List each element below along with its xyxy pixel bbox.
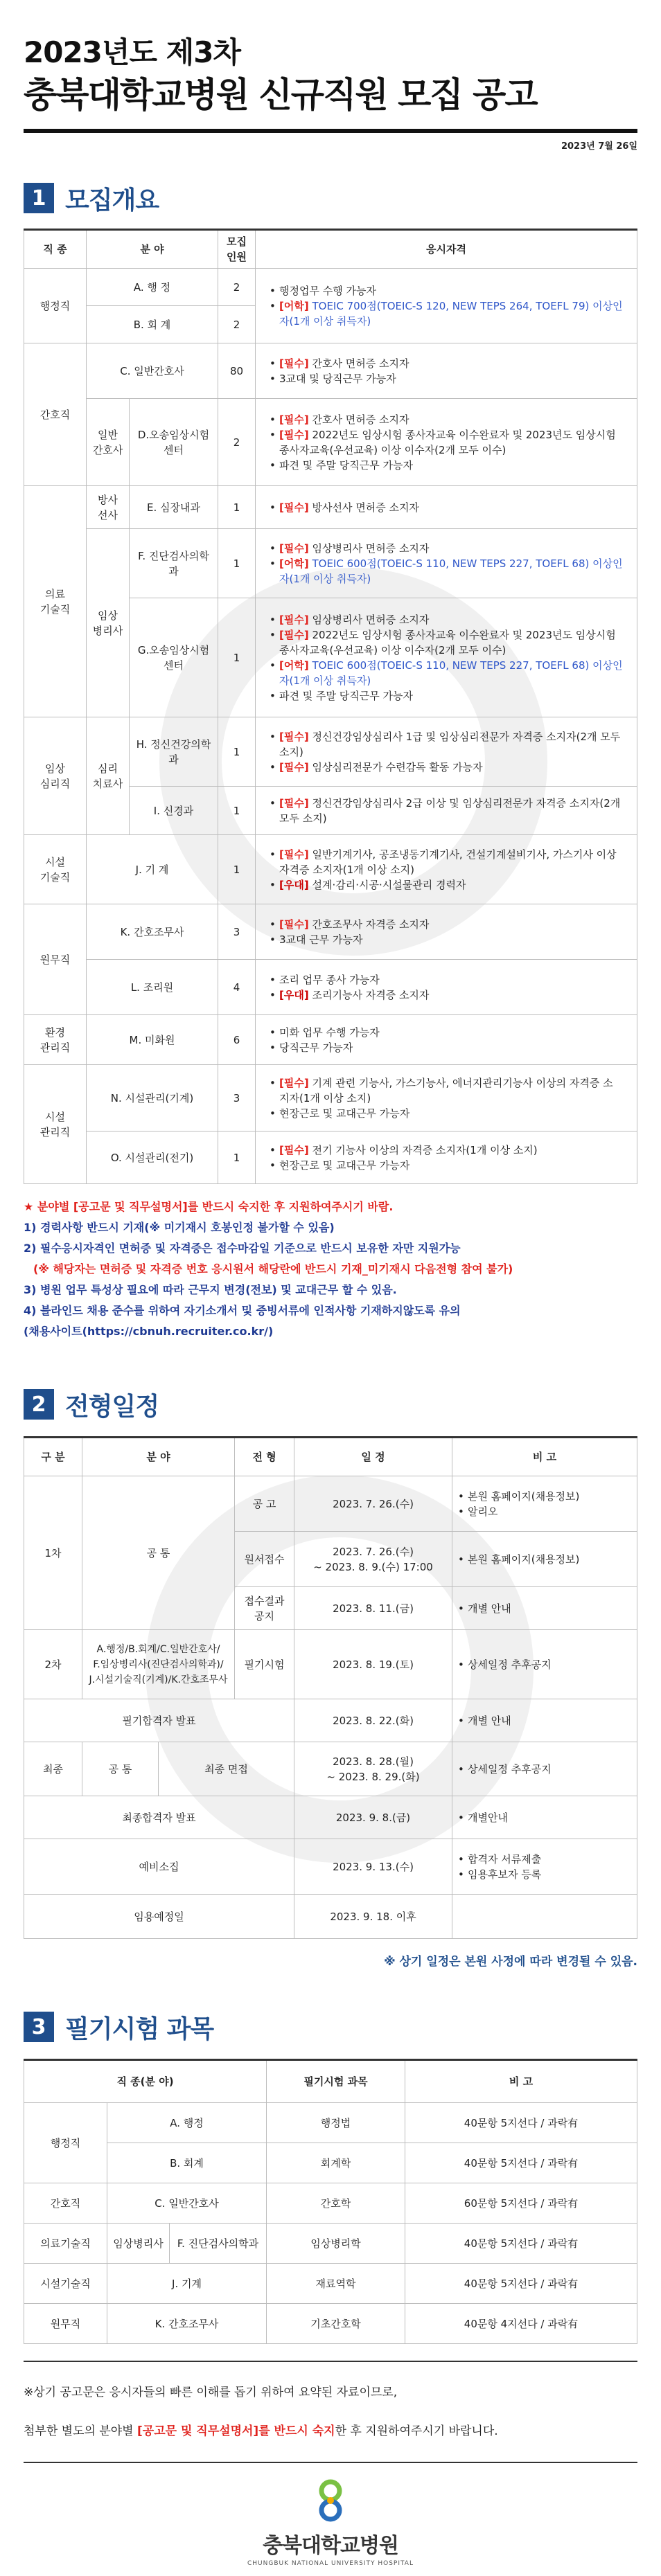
subject-cell: 재료역학 bbox=[267, 2264, 405, 2304]
field-cell: A. 행 정 bbox=[87, 269, 218, 306]
note-line: 2) 필수응시자격인 면허증 및 자격증은 접수마감일 기준으로 반드시 보유한 자만 지원가능 bbox=[24, 1242, 461, 1255]
subject-cell: 행정법 bbox=[267, 2103, 405, 2143]
hospital-logo bbox=[24, 2477, 637, 2567]
field-cell: A. 행정 bbox=[107, 2103, 267, 2143]
sub-group: 심리 치료사 bbox=[87, 717, 130, 835]
field-cell: I. 신경과 bbox=[130, 787, 218, 835]
job-group: 행정직 bbox=[24, 269, 87, 343]
stage-cell: 필기시험 bbox=[235, 1630, 294, 1699]
th-stage: 전 형 bbox=[235, 1438, 294, 1476]
count-cell: 80 bbox=[218, 343, 256, 399]
th-note: 비 고 bbox=[405, 2060, 637, 2103]
hospital-name: 충북대학교병원 bbox=[263, 2534, 398, 2558]
qualification-cell bbox=[256, 486, 637, 529]
note-cell: • 개별안내 bbox=[452, 1796, 637, 1839]
count-cell: 1 bbox=[218, 835, 256, 904]
count-cell: 1 bbox=[218, 787, 256, 835]
hospital-name-english: CHUNGBUK NATIONAL UNIVERSITY HOSPITAL bbox=[247, 2560, 414, 2567]
date-cell: 2023. 8. 28.(월) ~ 2023. 8. 29.(화) bbox=[294, 1742, 452, 1796]
qualification-cell bbox=[256, 399, 637, 486]
stage-cell: 최종 면접 bbox=[159, 1742, 294, 1796]
field-cell: N. 시설관리(기계) bbox=[87, 1065, 218, 1132]
notice-header bbox=[24, 0, 637, 179]
th-date: 일 정 bbox=[294, 1438, 452, 1476]
note-line: 1) 경력사항 반드시 기재(※ 미기재시 호봉인정 불가할 수 있음) bbox=[24, 1221, 335, 1234]
th-note: 비 고 bbox=[452, 1438, 637, 1476]
qual-item: • [필수] 정신건강임상심리사 2급 이상 및 임상심리전문가 자격증 소지자(2개 모두 소지) bbox=[270, 796, 623, 826]
qualification-cell bbox=[256, 960, 637, 1015]
job-group: 원무직 bbox=[24, 904, 87, 1015]
th-field: 분 야 bbox=[82, 1438, 235, 1476]
notice-date: 2023년 7월 26일 bbox=[561, 141, 637, 152]
field-cell: 공 통 bbox=[82, 1742, 159, 1796]
job-group: 시설 관리직 bbox=[24, 1065, 87, 1184]
stage-cell: 접수결과 공지 bbox=[235, 1587, 294, 1630]
date-cell: 2023. 8. 19.(토) bbox=[294, 1630, 452, 1699]
count-cell: 2 bbox=[218, 399, 256, 486]
subject-cell: 회계학 bbox=[267, 2143, 405, 2183]
field-cell: C. 일반간호사 bbox=[107, 2183, 267, 2224]
qual-item: • 3교대 근무 가능자 bbox=[270, 932, 623, 947]
field-cell: J. 기계 bbox=[107, 2264, 267, 2304]
footer-line2: 첨부한 별도의 분야별 [공고문 및 직무설명서]를 반드시 숙지한 후 지원하여주시기 바랍니다. bbox=[24, 2424, 498, 2438]
note-cell: 60문항 5지선다 / 과락有 bbox=[405, 2183, 637, 2224]
field-cell: D.오송임상시험센터 bbox=[130, 399, 218, 486]
qualification-cell bbox=[256, 904, 637, 960]
qual-item: • [필수] 전기 기능사 이상의 자격증 소지자(1개 이상 소지) bbox=[270, 1143, 623, 1158]
note-cell: • 개별 안내 bbox=[452, 1699, 637, 1742]
field-cell: L. 조리원 bbox=[87, 960, 218, 1015]
field-cell: K. 간호조무사 bbox=[87, 904, 218, 960]
note-cell: 40문항 5지선다 / 과락有 bbox=[405, 2264, 637, 2304]
qual-item: • 현장근로 및 교대근무 가능자 bbox=[270, 1158, 623, 1173]
stage-cell: 최종합격자 발표 bbox=[24, 1796, 294, 1839]
count-cell: 6 bbox=[218, 1015, 256, 1065]
job-group: 의료기술직 bbox=[24, 2224, 107, 2264]
th-round: 구 분 bbox=[24, 1438, 82, 1476]
count-cell: 1 bbox=[218, 529, 256, 598]
qual-item: • [필수] 임상병리사 면허증 소지자 bbox=[270, 612, 623, 627]
qualification-cell bbox=[256, 835, 637, 904]
field-cell: H. 정신건강의학과 bbox=[130, 717, 218, 787]
section3-heading bbox=[24, 2007, 637, 2046]
qual-item: • [어학] TOEIC 600점(TOEIC-S 110, NEW TEPS 227, TOEFL 68) 이상인 자(1개 이상 취득자) bbox=[270, 556, 623, 587]
note-line: 3) 병원 업무 특성상 필요에 따라 근무지 변경(전보) 및 교대근무 할 수 있음. bbox=[24, 1283, 397, 1296]
count-cell: 4 bbox=[218, 960, 256, 1015]
job-group: 간호직 bbox=[24, 343, 87, 486]
qual-item: • [필수] 기계 관련 기능사, 가스기능사, 에너지관리기능사 이상의 자격증 소지자(1개 이상 소지) bbox=[270, 1075, 623, 1106]
count-cell: 2 bbox=[218, 306, 256, 343]
qual-item: • [우대] 조리기능사 자격증 소지자 bbox=[270, 987, 623, 1003]
th-job-field: 직 종(분 야) bbox=[24, 2060, 267, 2103]
qual-item: • [어학] TOEIC 700점(TOEIC-S 120, NEW TEPS 264, TOEFL 79) 이상인 자(1개 이상 취득자) bbox=[270, 298, 623, 329]
job-group: 환경 관리직 bbox=[24, 1015, 87, 1065]
field-cell: M. 미화원 bbox=[87, 1015, 218, 1065]
header-line1: 2023년도 제3차 bbox=[24, 35, 241, 69]
th-job-type: 직 종 bbox=[24, 230, 87, 269]
field-cell: B. 회계 bbox=[107, 2143, 267, 2183]
note-cell: 40문항 5지선다 / 과락有 bbox=[405, 2143, 637, 2183]
qualification-cell bbox=[256, 529, 637, 598]
qual-item: • 3교대 및 당직근무 가능자 bbox=[270, 371, 623, 386]
count-cell: 3 bbox=[218, 1065, 256, 1132]
qual-item: • [필수] 2022년도 임상시험 종사자교육 이수완료자 및 2023년도 임상시험 종사자교육(우선교육) 이상 이수자(2개 모두 이수) bbox=[270, 627, 623, 658]
qual-item: • 당직근무 가능자 bbox=[270, 1040, 623, 1055]
stage-cell: 예비소집 bbox=[24, 1839, 294, 1895]
note-cell: 40문항 5지선다 / 과락有 bbox=[405, 2103, 637, 2143]
qual-item: • [필수] 임상심리전문가 수련감독 활동 가능자 bbox=[270, 760, 623, 775]
note-cell: • 본원 홈페이지(채용정보) • 알리오 bbox=[452, 1476, 637, 1532]
qual-item: • [필수] 방사선사 면허증 소지자 bbox=[270, 500, 623, 515]
field-cell: G.오송임상시험센터 bbox=[130, 598, 218, 717]
stage-cell: 임용예정일 bbox=[24, 1895, 294, 1939]
qual-item: • [필수] 간호조무사 자격증 소지자 bbox=[270, 917, 623, 932]
stage-cell: 원서접수 bbox=[235, 1532, 294, 1587]
qual-item: • [필수] 간호사 면허증 소지자 bbox=[270, 356, 623, 371]
qual-item: • [필수] 임상병리사 면허증 소지자 bbox=[270, 541, 623, 556]
stage-cell: 공 고 bbox=[235, 1476, 294, 1532]
subject-cell: 임상병리학 bbox=[267, 2224, 405, 2264]
footer-line1: ※상기 공고문은 응시자들의 빠른 이해를 돕기 위하여 요약된 자료이므로, bbox=[24, 2386, 398, 2399]
sub-group: 방사 선사 bbox=[87, 486, 130, 529]
notes-block bbox=[24, 1197, 637, 1342]
schedule-footnote: ※ 상기 일정은 본원 사정에 따라 변경될 수 있음. bbox=[384, 1955, 637, 1969]
qual-item: • [필수] 간호사 면허증 소지자 bbox=[270, 412, 623, 427]
count-cell: 3 bbox=[218, 904, 256, 960]
date-cell: 2023. 9. 8.(금) bbox=[294, 1796, 452, 1839]
qual-item: • [필수] 정신건강임상심리사 1급 및 임상심리전문가 자격증 소지자(2개 모두 소지) bbox=[270, 729, 623, 760]
note-line: ★ 분야별 [공고문 및 직무설명서]를 반드시 숙지한 후 지원하여주시기 바람. bbox=[24, 1200, 394, 1213]
round-cell: 2차 bbox=[24, 1630, 82, 1699]
count-cell: 1 bbox=[218, 717, 256, 787]
qualification-cell bbox=[256, 1132, 637, 1184]
qualification-cell bbox=[256, 787, 637, 835]
job-group: 간호직 bbox=[24, 2183, 107, 2224]
date-cell: 2023. 8. 11.(금) bbox=[294, 1587, 452, 1630]
qualification-cell bbox=[256, 598, 637, 717]
schedule-table bbox=[24, 1436, 637, 1939]
page-title: 충북대학교병원 신규직원 모집 공고 bbox=[24, 75, 537, 115]
qualification-cell bbox=[256, 717, 637, 787]
note-cell: • 합격자 서류제출 • 임용후보자 등록 bbox=[452, 1839, 637, 1895]
th-count: 모집 인원 bbox=[218, 230, 256, 269]
field-cell: A.행정/B.회계/C.일반간호사/ F.임상병리사(진단검사의학과)/ J.시설기술직(기계)/K.간호조무사 bbox=[82, 1630, 235, 1699]
field-cell: 공 통 bbox=[82, 1476, 235, 1630]
date-cell: 2023. 8. 22.(화) bbox=[294, 1699, 452, 1742]
section-title: 필기시험 과목 bbox=[65, 2014, 214, 2043]
field-cell: E. 심장내과 bbox=[130, 486, 218, 529]
field-cell: B. 회 계 bbox=[87, 306, 218, 343]
header-divider bbox=[24, 129, 637, 133]
job-group: 임상 심리직 bbox=[24, 717, 87, 835]
field-cell: F. 진단검사의학과 bbox=[170, 2224, 267, 2264]
qual-item: • 조리 업무 종사 가능자 bbox=[270, 972, 623, 987]
job-group: 행정직 bbox=[24, 2103, 107, 2183]
field-cell: J. 기 계 bbox=[87, 835, 218, 904]
footer-notice bbox=[24, 2361, 637, 2463]
qual-item: • 파견 및 주말 당직근무 가능자 bbox=[270, 458, 623, 473]
field-cell: O. 시설관리(전기) bbox=[87, 1132, 218, 1184]
qual-item: • 행정업무 수행 가능자 bbox=[270, 283, 623, 298]
qual-item: • [우대] 설계·감리·시공·시설물관리 경력자 bbox=[270, 877, 623, 893]
note-cell: • 상세일정 추후공지 bbox=[452, 1742, 637, 1796]
date-cell: 2023. 7. 26.(수) ~ 2023. 8. 9.(수) 17:00 bbox=[294, 1532, 452, 1587]
job-group: 원무직 bbox=[24, 2304, 107, 2344]
job-group: 시설기술직 bbox=[24, 2264, 107, 2304]
qualification-cell bbox=[256, 1065, 637, 1132]
section-number-badge: 2 bbox=[24, 1389, 54, 1420]
recruitment-table bbox=[24, 229, 637, 1184]
job-group: 의료 기술직 bbox=[24, 486, 87, 717]
note-cell: • 개별 안내 bbox=[452, 1587, 637, 1630]
exam-subject-table bbox=[24, 2059, 637, 2344]
hospital-emblem-icon bbox=[306, 2477, 355, 2525]
job-group: 시설 기술직 bbox=[24, 835, 87, 904]
qual-item: • 미화 업무 수행 가능자 bbox=[270, 1025, 623, 1040]
qualification-cell bbox=[256, 343, 637, 399]
subject-cell: 기초간호학 bbox=[267, 2304, 405, 2344]
sub-group: 임상병리사 bbox=[107, 2224, 170, 2264]
qual-item: • 파견 및 주말 당직근무 가능자 bbox=[270, 688, 623, 704]
sub-group: 임상 병리사 bbox=[87, 529, 130, 717]
date-cell: 2023. 9. 13.(수) bbox=[294, 1839, 452, 1895]
note-line: (※ 해당자는 면허증 및 자격증 번호 응시원서 해당란에 반드시 기재_미기재시 다음전형 참여 불가) bbox=[33, 1262, 513, 1276]
count-cell: 1 bbox=[218, 598, 256, 717]
count-cell: 2 bbox=[218, 269, 256, 306]
stage-cell: 필기합격자 발표 bbox=[24, 1699, 294, 1742]
subject-cell: 간호학 bbox=[267, 2183, 405, 2224]
section-title: 전형일정 bbox=[65, 1392, 159, 1421]
field-cell: K. 간호조무사 bbox=[107, 2304, 267, 2344]
qual-item: • [필수] 2022년도 임상시험 종사자교육 이수완료자 및 2023년도 임상시험 종사자교육(우선교육) 이상 이수자(2개 모두 이수) bbox=[270, 427, 623, 458]
th-subject: 필기시험 과목 bbox=[267, 2060, 405, 2103]
field-cell: F. 진단검사의학과 bbox=[130, 529, 218, 598]
section-number-badge: 3 bbox=[24, 2012, 54, 2042]
qual-item: • [어학] TOEIC 600점(TOEIC-S 110, NEW TEPS 227, TOEFL 68) 이상인 자(1개 이상 취득자) bbox=[270, 658, 623, 688]
date-cell: 2023. 9. 18. 이후 bbox=[294, 1895, 452, 1939]
round-cell: 1차 bbox=[24, 1476, 82, 1630]
note-cell: • 상세일정 추후공지 bbox=[452, 1630, 637, 1699]
qual-item: • [필수] 일반기계기사, 공조냉동기계기사, 건설기계설비기사, 가스기사 이상 자격증 소지자(1개 이상 소지) bbox=[270, 847, 623, 877]
note-cell: • 본원 홈페이지(채용정보) bbox=[452, 1532, 637, 1587]
note-cell: 40문항 5지선다 / 과락有 bbox=[405, 2224, 637, 2264]
note-line: 4) 블라인드 채용 준수를 위하여 자기소개서 및 증빙서류에 인적사항 기재하지않도록 유의 bbox=[24, 1304, 461, 1317]
note-cell: 40문항 4지선다 / 과락有 bbox=[405, 2304, 637, 2344]
count-cell: 1 bbox=[218, 1132, 256, 1184]
field-cell: C. 일반간호사 bbox=[87, 343, 218, 399]
section1-heading bbox=[24, 179, 637, 217]
sub-group: 일반 간호사 bbox=[87, 399, 130, 486]
count-cell: 1 bbox=[218, 486, 256, 529]
round-cell: 최종 bbox=[24, 1742, 82, 1796]
recruit-site-link[interactable]: (채용사이트(https://cbnuh.recruiter.co.kr/) bbox=[24, 1325, 274, 1338]
note-cell bbox=[452, 1895, 637, 1939]
section2-heading bbox=[24, 1385, 637, 1424]
qualification-cell bbox=[256, 1015, 637, 1065]
date-cell: 2023. 7. 26.(수) bbox=[294, 1476, 452, 1532]
section-title: 모집개요 bbox=[65, 186, 159, 215]
th-qualification: 응시자격 bbox=[256, 230, 637, 269]
th-field: 분 야 bbox=[87, 230, 218, 269]
qual-item: • 현장근로 및 교대근무 가능자 bbox=[270, 1106, 623, 1121]
section-number-badge: 1 bbox=[24, 183, 54, 213]
qualification-cell bbox=[256, 269, 637, 343]
